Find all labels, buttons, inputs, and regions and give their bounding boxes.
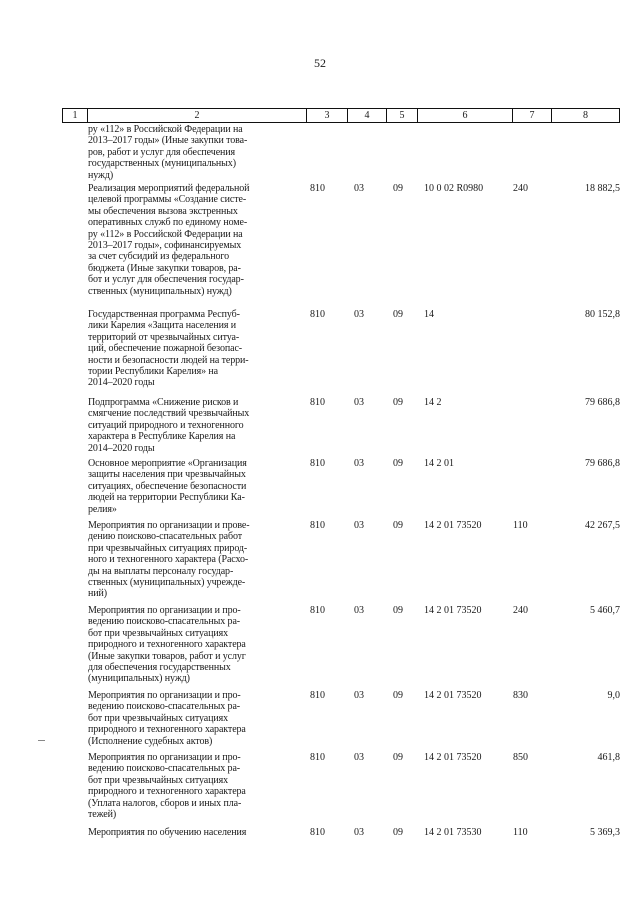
row-subsection-code: 09 — [393, 690, 403, 701]
header-cell-2: 2 — [87, 108, 307, 123]
row-amount: 79 686,8 — [585, 397, 620, 408]
row-section-code: 03 — [354, 690, 364, 701]
row-subsection-code: 09 — [393, 183, 403, 194]
row-section-code: 03 — [354, 752, 364, 763]
row-ministry-code: 810 — [310, 752, 325, 763]
row-amount: 42 267,5 — [585, 520, 620, 531]
row-expense-type: 110 — [513, 520, 528, 531]
row-ministry-code: 810 — [310, 183, 325, 194]
row-target-code: 14 2 01 73520 — [424, 752, 482, 763]
header-cell-7: 7 — [512, 108, 552, 123]
row-section-code: 03 — [354, 309, 364, 320]
row-ministry-code: 810 — [310, 690, 325, 701]
header-cell-4: 4 — [347, 108, 387, 123]
row-section-code: 03 — [354, 458, 364, 469]
header-cell-5: 5 — [386, 108, 418, 123]
table-header — [62, 108, 620, 123]
row-target-code: 10 0 02 R0980 — [424, 183, 484, 194]
row-description: Мероприятия по организации и прове- дению поисково-спасательных работ при чрезвычайных ситуациях природ- ного и техногенного характера (Расхо- ды на выплаты персоналу государ- ственных (муниципальных) учрежде- ний) — [88, 520, 250, 600]
row-amount: 18 882,5 — [585, 183, 620, 194]
row-description: Государственная программа Респуб- лики Карелия «Защита населения и территорий от чрезвычайных ситуа- ций, обеспечение пожарной безопас- ности и безопасности людей на терри- тории Республики Карелия» на 2014–2020 годы — [88, 309, 249, 389]
row-expense-type: 110 — [513, 827, 528, 838]
header-cell-6: 6 — [417, 108, 513, 123]
header-cell-3: 3 — [306, 108, 348, 123]
row-subsection-code: 09 — [393, 605, 403, 616]
row-description: Основное мероприятие «Организация защиты населения при чрезвычайных ситуациях, обеспечение безопасности людей на территории Республики Ка- релия» — [88, 458, 247, 515]
row-description: Подпрограмма «Снижение рисков и смягчение последствий чрезвычайных ситуаций природного и техногенного характера в Республике Карелия на 2014–2020 годы — [88, 397, 250, 454]
row-description: Мероприятия по организации и про- ведению поисково-спасательных ра- бот при чрезвычайных ситуациях природного и техногенного характера (Исполнение судебных актов) — [88, 690, 246, 747]
row-ministry-code: 810 — [310, 827, 325, 838]
row-subsection-code: 09 — [393, 458, 403, 469]
row-target-code: 14 2 01 73520 — [424, 605, 482, 616]
row-expense-type: 850 — [513, 752, 528, 763]
row-section-code: 03 — [354, 520, 364, 531]
row-ministry-code: 810 — [310, 397, 325, 408]
row-subsection-code: 09 — [393, 827, 403, 838]
row-description: Мероприятия по организации и про- ведению поисково-спасательных ра- бот при чрезвычайных ситуациях природного и техногенного характера (Иные закупки товаров, работ и услуг для обеспечения государственных (муниципальных) нужд) — [88, 605, 246, 685]
header-cell-8: 8 — [551, 108, 620, 123]
row-ministry-code: 810 — [310, 458, 325, 469]
row-section-code: 03 — [354, 183, 364, 194]
row-amount: 80 152,8 — [585, 309, 620, 320]
row-amount: 461,8 — [597, 752, 620, 763]
row-description: ру «112» в Российской Федерации на 2013–2017 годы» (Иные закупки това- ров, работ и услуг для обеспечения государственных (муниципальных) нужд) — [88, 124, 248, 181]
row-subsection-code: 09 — [393, 397, 403, 408]
row-expense-type: 240 — [513, 605, 528, 616]
row-subsection-code: 09 — [393, 309, 403, 320]
row-target-code: 14 — [424, 309, 434, 320]
row-description: Реализация мероприятий федеральной целевой программы «Создание систе- мы обеспечения вызова экстренных оперативных служб по единому номе- ру «112» в Российской Федерации на 2013–2017 годы», софинансируемых за счет субсидий из федерального бюджета (Иные закупки товаров, ра- бот и услуг для обеспечения государ- ственных (муниципальных) нужд) — [88, 183, 250, 297]
row-section-code: 03 — [354, 397, 364, 408]
page-number: 52 — [314, 56, 326, 70]
row-expense-type: 830 — [513, 690, 528, 701]
row-subsection-code: 09 — [393, 752, 403, 763]
row-amount: 79 686,8 — [585, 458, 620, 469]
row-description: Мероприятия по обучению населения — [88, 827, 247, 838]
row-section-code: 03 — [354, 827, 364, 838]
row-target-code: 14 2 01 73520 — [424, 520, 482, 531]
row-section-code: 03 — [354, 605, 364, 616]
row-amount: 5 460,7 — [590, 605, 620, 616]
row-amount: 5 369,3 — [590, 827, 620, 838]
row-target-code: 14 2 01 73530 — [424, 827, 482, 838]
row-target-code: 14 2 01 73520 — [424, 690, 482, 701]
row-subsection-code: 09 — [393, 520, 403, 531]
row-target-code: 14 2 — [424, 397, 442, 408]
row-description: Мероприятия по организации и про- ведению поисково-спасательных ра- бот при чрезвычайных ситуациях природного и техногенного характера (Уплата налогов, сборов и иных пла- тежей) — [88, 752, 246, 821]
row-expense-type: 240 — [513, 183, 528, 194]
header-cell-1: 1 — [62, 108, 88, 123]
row-ministry-code: 810 — [310, 309, 325, 320]
margin-mark — [38, 740, 45, 741]
row-ministry-code: 810 — [310, 605, 325, 616]
row-ministry-code: 810 — [310, 520, 325, 531]
row-amount: 9,0 — [607, 690, 620, 701]
row-target-code: 14 2 01 — [424, 458, 454, 469]
